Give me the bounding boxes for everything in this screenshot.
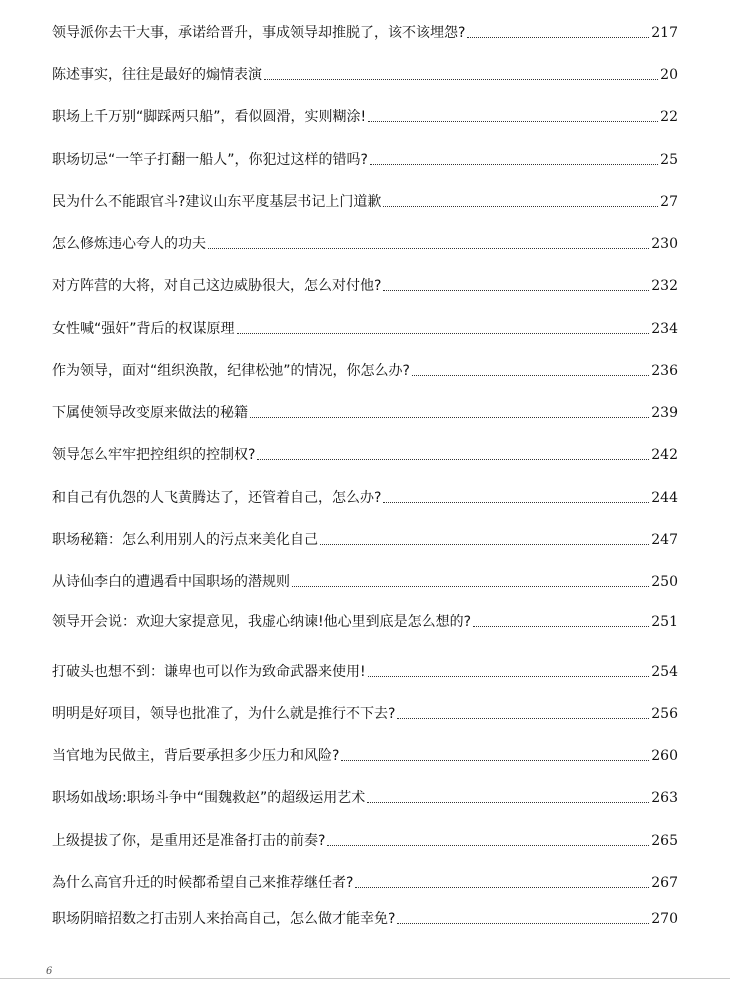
toc-dot-leader [370, 161, 658, 165]
toc-dot-leader [383, 499, 649, 503]
toc-entry-title: 作为领导，面对“组织涣散，纪律松弛”的情况，你怎么办? [52, 363, 410, 379]
toc-entry-page-number: 236 [651, 363, 678, 379]
toc-entry[interactable] [52, 98, 678, 126]
toc-dot-leader [397, 715, 649, 719]
toc-entry-page-number: 247 [651, 532, 678, 548]
toc-dot-leader [473, 623, 649, 627]
toc-dot-leader [383, 287, 649, 291]
toc-entry-page-number: 254 [651, 664, 678, 680]
toc-entry-title: 民为什么不能跟官斗?建议山东平度基层书记上门道歉 [52, 194, 382, 210]
toc-dot-leader [368, 118, 658, 122]
toc-entry[interactable] [52, 779, 678, 807]
toc-entry[interactable] [52, 900, 678, 928]
toc-entry-title: 职场如战场:职场斗争中“围魏救赵”的超级运用艺术 [52, 790, 366, 806]
toc-entry-page-number: 242 [651, 447, 678, 463]
toc-entry-title: 领导开会说：欢迎大家提意见，我虚心纳谏!他心里到底是怎么想的? [52, 614, 472, 630]
toc-entry-page-number: 22 [660, 109, 678, 125]
toc-entry-title: 打破头也想不到：谦卑也可以作为致命武器来使用! [52, 664, 366, 680]
toc-entry[interactable] [52, 603, 678, 631]
toc-entry-title: 下属使领导改变原来做法的秘籍 [52, 405, 248, 421]
toc-entry[interactable] [52, 737, 678, 765]
footer-page-mark: 6 [46, 966, 53, 977]
toc-entry[interactable] [52, 521, 678, 549]
toc-dot-leader [341, 757, 649, 761]
toc-entry[interactable] [52, 695, 678, 723]
toc-entry-page-number: 230 [651, 236, 678, 252]
toc-entry-page-number: 260 [651, 748, 678, 764]
toc-entry-page-number: 232 [651, 278, 678, 294]
toc-entry-page-number: 251 [651, 614, 678, 630]
toc-dot-leader [355, 884, 649, 888]
toc-dot-leader [292, 583, 649, 587]
toc-entry-title: 职场上千万别“脚踩两只船”，看似圆滑，实则糊涂! [52, 109, 367, 125]
toc-entry-page-number: 263 [651, 790, 678, 806]
toc-entry-title: 对方阵营的大将，对自己这边威胁很大，怎么对付他? [52, 278, 382, 294]
toc-dot-leader [383, 203, 658, 207]
toc-entry-page-number: 250 [651, 574, 678, 590]
toc-entry-title: 上级提拔了你，是重用还是准备打击的前奏? [52, 833, 326, 849]
footer-divider [0, 978, 730, 979]
toc-dot-leader [250, 414, 649, 418]
toc-entry-title: 领导派你去干大事，承诺给晋升，事成领导却推脱了，该不该埋怨? [52, 25, 466, 41]
toc-entry[interactable] [52, 225, 678, 253]
toc-entry-title: 职场切忌“一竿子打翻一船人”，你犯过这样的错吗? [52, 152, 368, 168]
toc-entry-title: 明明是好项目，领导也批准了，为什么就是推行不下去? [52, 706, 396, 722]
toc-entry-page-number: 217 [651, 25, 678, 41]
toc-entry-title: 怎么修炼违心夸人的功夫 [52, 236, 206, 252]
toc-entry-title: 為什么高官升迁的时候都希望自己来推荐继任者? [52, 875, 354, 891]
toc-entry-title: 领导怎么牢牢把控组织的控制权? [52, 447, 256, 463]
toc-dot-leader [237, 330, 650, 334]
toc-entry[interactable] [52, 653, 678, 681]
toc-entry-page-number: 244 [651, 490, 678, 506]
toc-entry-page-number: 20 [660, 67, 678, 83]
toc-dot-leader [412, 372, 649, 376]
toc-entry-page-number: 27 [660, 194, 678, 210]
toc-entry-title: 当官地为民做主，背后要承担多少压力和风险? [52, 748, 340, 764]
toc-entry-title: 从诗仙李白的遭遇看中国职场的潜规则 [52, 574, 290, 590]
toc-dot-leader [467, 34, 649, 38]
toc-entry-title: 职场阴暗招数之打击别人来抬高自己，怎么做才能幸免? [52, 911, 396, 927]
toc-entry-title: 和自己有仇怨的人飞黄腾达了，还管着自己，怎么办? [52, 490, 382, 506]
toc-entry[interactable] [52, 183, 678, 211]
toc-dot-leader [367, 799, 649, 803]
toc-entry[interactable] [52, 352, 678, 380]
toc-dot-leader [327, 842, 649, 846]
toc-entry[interactable] [52, 310, 678, 338]
toc-entry[interactable] [52, 479, 678, 507]
toc-entry-page-number: 265 [651, 833, 678, 849]
toc-entry-page-number: 239 [651, 405, 678, 421]
toc-entry[interactable] [52, 14, 678, 42]
toc-entry[interactable] [52, 864, 678, 892]
toc-entry[interactable] [52, 436, 678, 464]
toc-dot-leader [264, 76, 658, 80]
toc-dot-leader [368, 673, 650, 677]
toc-entry[interactable] [52, 563, 678, 591]
toc-entry-title: 女性喊“强奸”背后的权谋原理 [52, 321, 235, 337]
toc-dot-leader [257, 456, 649, 460]
toc-entry-page-number: 267 [651, 875, 678, 891]
toc-dot-leader [397, 920, 649, 924]
toc-dot-leader [320, 541, 649, 545]
toc-entry[interactable] [52, 141, 678, 169]
toc-entry-title: 职场秘籍：怎么利用别人的污点来美化自己 [52, 532, 318, 548]
toc-entry[interactable] [52, 56, 678, 84]
toc-entry[interactable] [52, 394, 678, 422]
toc-entry-page-number: 270 [651, 911, 678, 927]
toc-entry-page-number: 25 [660, 152, 678, 168]
toc-dot-leader [208, 245, 649, 249]
toc-entry[interactable] [52, 822, 678, 850]
toc-entry-page-number: 256 [651, 706, 678, 722]
toc-entry[interactable] [52, 267, 678, 295]
toc-entry-page-number: 234 [651, 321, 678, 337]
toc-entry-title: 陈述事实，往往是最好的煽情表演 [52, 67, 262, 83]
